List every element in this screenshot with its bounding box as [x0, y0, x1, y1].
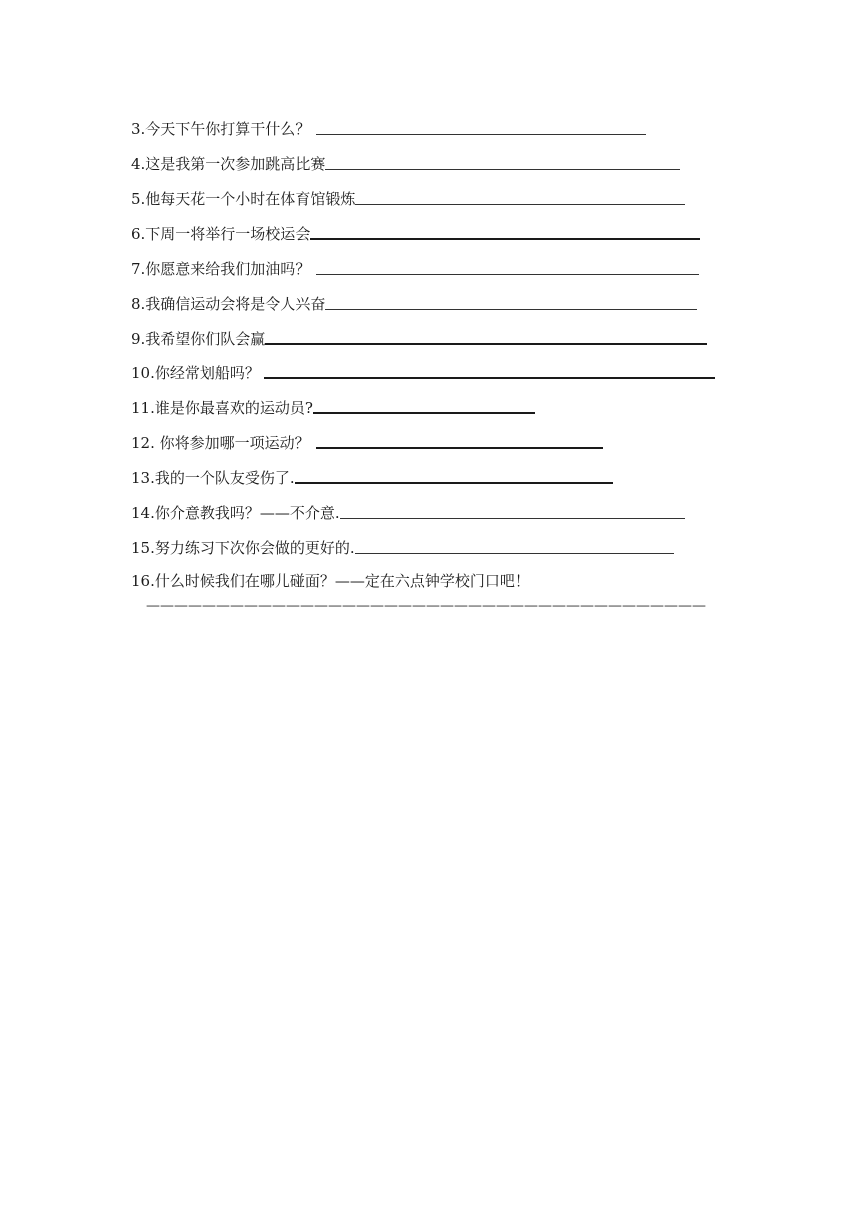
question-5 — [131, 184, 685, 208]
question-3 — [131, 114, 646, 138]
answer-blank[interactable] — [325, 169, 680, 170]
question-text: 11.谁是你最喜欢的运动员? — [131, 399, 313, 417]
answer-blank[interactable] — [316, 134, 646, 135]
question-text: 4.这是我第一次参加跳高比赛 — [131, 155, 326, 173]
question-11 — [131, 393, 535, 417]
answer-blank[interactable] — [316, 447, 603, 449]
question-text: 6.下周一将举行一场校运会 — [131, 225, 311, 243]
answer-blank[interactable] — [310, 238, 700, 240]
question-text: 14.你介意教我吗？——不介意. — [131, 504, 340, 522]
question-text: 5.他每天花一个小时在体育馆锻炼 — [131, 190, 356, 208]
question-14 — [131, 498, 685, 522]
question-text: 3.今天下午你打算干什么？ — [131, 120, 311, 138]
question-text: 13.我的一个队友受伤了. — [131, 469, 295, 487]
answer-blank[interactable] — [340, 518, 685, 519]
question-text: 10.你经常划船吗？ — [131, 364, 260, 382]
answer-blank[interactable] — [265, 343, 707, 345]
question-6 — [131, 219, 700, 243]
question-text: 16.什么时候我们在哪儿碰面？——定在六点钟学校门口吧！ — [131, 572, 530, 590]
question-7 — [131, 254, 699, 278]
question-16 — [131, 566, 530, 590]
answer-blank[interactable] — [316, 274, 699, 275]
answer-blank[interactable] — [355, 204, 685, 205]
question-10 — [131, 358, 715, 382]
answer-blank[interactable] — [325, 309, 697, 310]
answer-blank[interactable] — [264, 377, 715, 379]
question-9 — [131, 324, 707, 348]
answer-blank[interactable] — [295, 482, 613, 484]
question-13 — [131, 463, 613, 487]
question-4 — [131, 149, 680, 173]
question-text: 8.我确信运动会将是令人兴奋 — [131, 295, 326, 313]
answer-blank[interactable] — [355, 553, 674, 554]
question-8 — [131, 289, 697, 313]
answer-line-16[interactable]: ———————————————————————————————————————— — [146, 599, 706, 613]
answer-blank[interactable] — [313, 412, 535, 414]
question-text: 7.你愿意来给我们加油吗？ — [131, 260, 311, 278]
question-text: 15.努力练习下次你会做的更好的. — [131, 539, 355, 557]
question-12 — [131, 428, 603, 452]
question-text: 9.我希望你们队会赢 — [131, 330, 266, 348]
question-15 — [131, 533, 674, 557]
question-text: 12. 你将参加哪一项运动？ — [131, 434, 310, 452]
